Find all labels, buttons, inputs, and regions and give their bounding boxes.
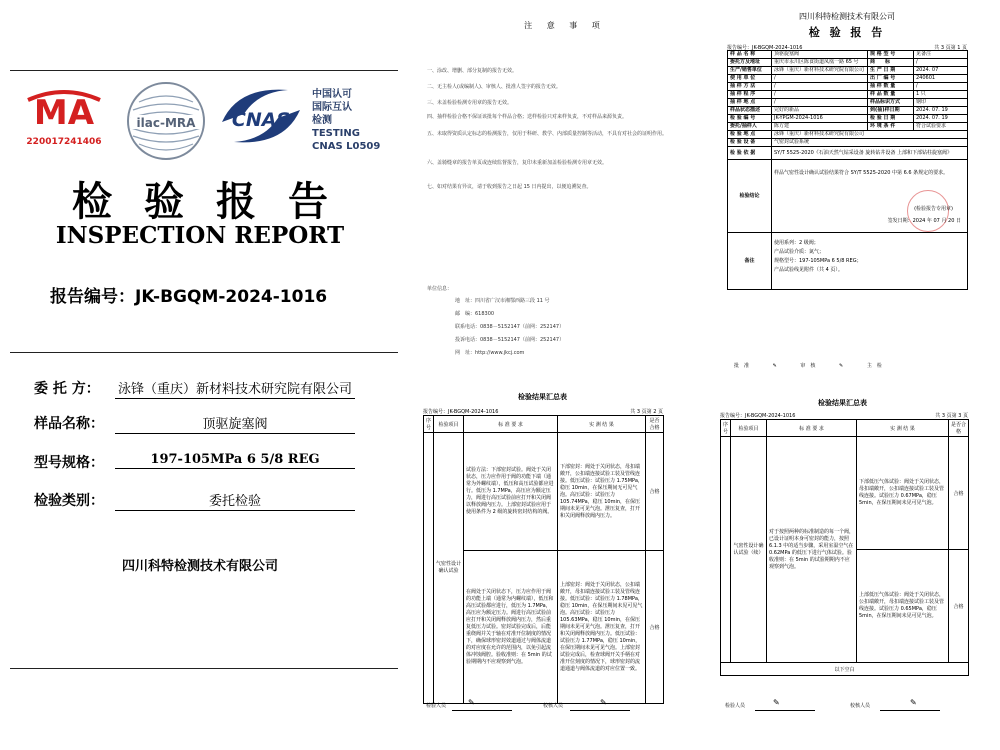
conclusion-row — [728, 160, 968, 233]
conclusion-cell — [772, 160, 968, 233]
signature-line — [570, 710, 630, 711]
cell-value: 240601 — [914, 75, 968, 83]
notice-item: 七、如对结果有异议，请于收到报告之日起 15 日内提出，以便追溯复查。 — [427, 184, 592, 190]
cell-value: 2024. 07 — [914, 67, 968, 75]
pass-flag: 合格 — [949, 437, 969, 550]
approval-signatures — [734, 362, 964, 369]
cell-value: 顶驱旋塞阀 — [772, 51, 868, 59]
table-row — [728, 107, 968, 115]
cnas-line: 检测 — [312, 115, 332, 126]
remark-line: 规格型号：197-105MPa 6 5/8 REG； — [774, 258, 862, 264]
remark-line: 产品试验线见附件（共 4 页）。 — [774, 267, 843, 273]
signature-mark: ✎ — [773, 698, 780, 707]
cell-value: 2024. 07. 19 — [914, 115, 968, 123]
test-item: 气密性设计确认试验（续） — [731, 437, 767, 663]
col-header: 检验项目 — [434, 416, 464, 433]
results-page-indicator: 共 3 页第 2 页 — [630, 409, 663, 415]
notice-item: 五、未取得资质认定标志的检测报告，仅用于科研、教学、内部质量控制等活动，不具有对社会的证明作用。 — [427, 131, 668, 137]
signature-line — [880, 710, 940, 711]
cell-label: 商 标 — [868, 59, 914, 67]
col-header: 序号 — [424, 416, 434, 433]
cnas-line: 国际互认 — [312, 102, 352, 113]
cma-mark: MA — [33, 93, 95, 133]
conclusion-text: 样品气密性设计确认试验结果符合 SY/T 5525-2020 中第 6.6 条规定的要求。 — [774, 170, 949, 176]
signature-mark: ✎ — [910, 698, 917, 707]
col-header: 实 测 结 果 — [558, 416, 646, 433]
cnas-logo — [218, 84, 304, 148]
cnas-line: 中国认可 — [312, 89, 352, 100]
cma-logo — [22, 88, 106, 148]
results-title: 检验结果汇总表 — [518, 393, 567, 401]
report-info-table — [727, 50, 968, 290]
cell-label: 生 产 日 期 — [868, 67, 914, 75]
ilac-mark: ilac-MRA — [136, 116, 196, 130]
field-label: 检验类别： — [34, 493, 104, 509]
issue-date: 签发日期：2024 年 07 月 20 日 — [887, 218, 961, 224]
cell-value: SY/T 5525-2020《石油天然气钻采设备 旋转钻井设备 上部和下部钻柱旋塞阀》 — [772, 147, 968, 160]
cell-label: 生产/销售单位 — [728, 67, 772, 75]
sign-inspector-label: 检验人员 — [426, 703, 447, 709]
report-first-page — [722, 0, 1000, 372]
cover-top-rule — [10, 70, 398, 71]
notice-item: 三、未盖检验检测专用章的报告无效。 — [427, 100, 513, 106]
cell-value: / — [772, 83, 868, 91]
cell-value: 泳锋（重庆）新材料技术研究院有限公司 — [772, 67, 868, 75]
sign-checker-label: 校核人员 — [543, 703, 564, 709]
table-row — [728, 99, 968, 107]
notice-item: 二、无主检人(或编制人)、审核人、批准人签字的报告无效。 — [427, 84, 561, 90]
remarks-cell — [772, 233, 968, 290]
row-index — [721, 437, 731, 663]
signature-mark: ✎ — [600, 698, 607, 707]
signature-mark: ✎ — [772, 363, 777, 369]
pass-flag: 合格 — [646, 551, 664, 704]
cover-title-cn: 检验报告 — [72, 178, 360, 225]
cell-value: 陈方建 — [772, 123, 868, 131]
pass-flag: 合格 — [646, 433, 664, 551]
field-value-model: 197-105MPa 6 5/8 REG — [115, 452, 355, 469]
table-row — [728, 123, 968, 131]
cell-label: 检 验 编 号 — [728, 115, 772, 123]
unit-phone: 联系电话：0838－5152147（前网：252147） — [455, 324, 565, 330]
unit-complaint-phone: 投诉电话：0838－5152147（前网：252147） — [455, 337, 565, 343]
table-row — [728, 147, 968, 160]
table-row — [728, 51, 968, 59]
cell-value: 见备注 — [914, 51, 968, 59]
col-header: 序号 — [721, 420, 731, 437]
cell-value: 1 只 — [914, 91, 968, 99]
cell-label: 检 验 日 期 — [868, 115, 914, 123]
result-text: 下部低压气体试验：阀处于关闭状态，母扣端敞开，公扣端连接试验工装及管线连接。试验压力 0.67MPa，稳压 5min，在保压期间未见可见气泡。 — [857, 437, 949, 550]
cover-page — [0, 0, 400, 750]
cell-value: 2024. 07. 19 — [914, 107, 968, 115]
stamp-label: (检验报告专用章) — [914, 206, 953, 212]
notice-page — [415, 0, 715, 370]
requirement-text: 在阀处于关闭状态下，压力应作用于阀的功能上端（通常为内螺纹端），低压和高压试验都应进行，低压为 1.7MPa，高压应为额定压力。阀进行高压试验前应打开和关闭阀释放阀内压力，然后重复低压力试验。密封试验完成后，后能重绕阀并关于轴在对准开位制度的情况下，确保球形密封效道通过与阀体流道的对应度在允许的范围内，以免引起流体冲蚀阀腔。验收准则：在 5min 的试验期期内不应观察到气泡。 — [464, 551, 558, 704]
notice-item: 一、涂改、增删、部分复制的报告无效。 — [427, 68, 518, 74]
cell-label: 检 验 地 点 — [728, 131, 772, 139]
sign-review: 审 核 — [800, 363, 816, 369]
result-text: 上部低压气体试验：阀处于关闭状态，公扣端敞开，母扣端连接试验工装及管线连接。试验压力 0.65MPa，稳压 5min，在保压期间未见可见气泡。 — [857, 550, 949, 663]
table-row — [728, 59, 968, 67]
pass-flag: 合格 — [949, 550, 969, 663]
results-table — [423, 415, 664, 704]
cell-label: 抽 样 数 量 — [868, 83, 914, 91]
results-title: 检验结果汇总表 — [818, 399, 867, 407]
cell-label: 使 用 单 位 — [728, 75, 772, 83]
cell-value: 泳锋（重庆）新材料技术研究院有限公司 — [772, 131, 968, 139]
cover-organization: 四川科特检测技术有限公司 — [121, 559, 278, 574]
table-row — [728, 83, 968, 91]
table-row — [728, 91, 968, 99]
signature-mark: ✎ — [468, 698, 475, 707]
table-row — [424, 433, 664, 551]
cell-label: 样 品 数 量 — [868, 91, 914, 99]
cell-label: 环 境 条 件 — [868, 123, 914, 131]
cma-code: 220017241406 — [26, 137, 102, 147]
sign-inspect: 主 检 — [866, 363, 882, 369]
result-text: 上部密封：阀处于关闭状态，公扣端敞开，母扣端连接试验工装及管线连接。低压试验：试验压力 1.78MPa，稳压 10min，在保压期间未见可见气泡。高压试验：试验压力 105.63MPa，稳压 10min，在保压期间未见可见气泡。泄压复查，打开和关闭阀释放阀内压力。低压试验：试验压力 1.77MPa，稳压 10min，在保压期间未见可见气泡。上部密封试验完成后，检查球阀开关手柄在对准开位刻度的情况下，球形密封的流道通道与阀体流道的对应位置一致。 — [558, 551, 646, 704]
cell-value: 完好的新品 — [772, 107, 868, 115]
cell-label: 样品状态描述 — [728, 107, 772, 115]
table-header-row — [424, 416, 664, 433]
remark-line: 产品试验介质：氮气； — [774, 249, 825, 255]
cell-label: 样 品 名 称 — [728, 51, 772, 59]
remark-line: 使用系列：2 级阀； — [774, 240, 819, 246]
page-indicator: 共 3 页第 1 页 — [934, 45, 967, 51]
cell-label: 检 验 依 据 — [728, 147, 772, 160]
cell-value: 钢印 — [914, 99, 968, 107]
cell-label: 抽 样 方 法 — [728, 83, 772, 91]
remarks-row — [728, 233, 968, 290]
table-row — [728, 75, 968, 83]
results-report-number: 报告编号：JK-BGQM-2024-1016 — [423, 409, 499, 415]
unit-postcode: 邮 编：618300 — [455, 311, 495, 317]
cell-label: 检 验 设 备 — [728, 139, 772, 147]
result-text: 下部密封：阀处于关闭状态，母扣端敞开，公扣端连接试验工装及管线连接。低压试验：试验压力 1.75MPa，稳压 10min，在保压期间无可见气泡。高压试验：试验压力 105.74MPa，稳压 10min，在保压期间未见可见气泡。泄压复查，打开和关闭阀释放阀内压力。 — [558, 433, 646, 551]
field-label: 样品名称： — [34, 416, 104, 432]
requirement-text: 对于按照两种的标准制造的每一个阀，已设计证明本身可密封的能力，按照 6.1.3 中的适当步骤，采用室温空气在 0.62MPa 的低压下进行气体试验。验收准则：在 5min 的试验期期内不应观察到气泡。 — [767, 437, 857, 663]
cell-value: / — [914, 59, 968, 67]
cell-label: 出 厂 编 号 — [868, 75, 914, 83]
signature-mark: ✎ — [839, 363, 844, 369]
cover-bottom-rule — [10, 668, 398, 669]
results-page-2 — [420, 392, 665, 722]
cell-label: 委托/抽样人 — [728, 123, 772, 131]
cell-value: JK-YPGM-2024-1016 — [772, 115, 868, 123]
cell-value: 重庆市永川区陈食街道凤凰一路 65 号 — [772, 59, 868, 67]
field-label: 型号规格： — [34, 455, 104, 471]
col-header: 检验项目 — [731, 420, 767, 437]
report-number: 报告编号：JK-BGQM-2024-1016 — [727, 45, 803, 51]
field-value-category: 委托检验 — [115, 490, 355, 511]
field-value-sample: 顶驱旋塞阀 — [115, 413, 355, 434]
notice-item: 四、抽样检验合格不保证该批每个样品合格；送样检验只对来样负责，不对样品来源负责。 — [427, 114, 628, 120]
report-title: 检 验 报 告 — [808, 26, 886, 39]
row-index — [424, 433, 434, 704]
table-row — [728, 131, 968, 139]
cell-label: 样品标识方式 — [868, 99, 914, 107]
table-header-row — [721, 420, 969, 437]
results-table — [720, 419, 969, 676]
col-header: 标 准 要 求 — [464, 416, 558, 433]
cover-title-en: INSPECTION REPORT — [55, 222, 345, 249]
notice-title: 注 意 事 项 — [524, 21, 606, 30]
results-page-indicator: 共 3 页第 3 页 — [935, 413, 968, 419]
field-label: 委 托 方： — [34, 381, 100, 397]
table-row — [728, 115, 968, 123]
notice-item: 六、盖骑缝章的报告单页或连续监督报告，复印未重新加盖检验检测专用章无效。 — [427, 160, 608, 166]
cell-value: 气密封试验系统 — [772, 139, 968, 147]
cnas-mark: CNAS — [231, 109, 291, 131]
sign-approve: 批 准 — [734, 363, 750, 369]
cnas-line: CNAS L0509 — [312, 141, 381, 152]
table-row — [721, 437, 969, 550]
cell-value: / — [772, 99, 868, 107]
signature-line — [452, 710, 512, 711]
table-row — [728, 139, 968, 147]
field-value-client: 泳锋（重庆）新材料技术研究院有限公司 — [115, 378, 355, 399]
cell-value: / — [772, 75, 868, 83]
ilac-logo — [123, 80, 209, 162]
col-header: 实 测 结 果 — [857, 420, 949, 437]
cell-label: 委托方及地址 — [728, 59, 772, 67]
table-row — [721, 663, 969, 676]
sign-checker-label: 校核人员 — [850, 703, 871, 709]
conclusion-label: 检验结论 — [728, 160, 772, 233]
remarks-label: 备注 — [728, 233, 772, 290]
cover-report-number: 报告编号：JK-BGQM-2024-1016 — [50, 287, 328, 307]
unit-website[interactable]: 网 址：http://www.jkcj.com — [455, 350, 525, 356]
cell-label: 抽 样 程 序 — [728, 91, 772, 99]
cell-label: 规 格 型 号 — [868, 51, 914, 59]
test-item: 气密性设计确认试验 — [434, 433, 464, 704]
results-report-number: 报告编号：JK-BGQM-2024-1016 — [720, 413, 796, 419]
cell-label: 抽 样 地 点 — [728, 99, 772, 107]
signature-line — [755, 710, 815, 711]
results-page-3 — [715, 392, 970, 722]
table-row — [728, 67, 968, 75]
report-organization: 四川科特检测技术有限公司 — [799, 12, 895, 21]
unit-address: 地 址：四川省广汉市湘鄂西路三段 11 号 — [455, 298, 550, 304]
col-header: 是否合格 — [646, 416, 664, 433]
cnas-accreditation-text — [312, 88, 380, 153]
blank-marker: 以下空白 — [721, 663, 969, 676]
cell-value: / — [914, 83, 968, 91]
cover-mid-rule — [10, 352, 398, 353]
cell-value: / — [772, 91, 868, 99]
requirement-text: 试验方法：下部密封试验。阀处于关闭状态，压力应作用于阀的功能下端（通常为外螺纹端），低压和高压试验都应进行。低压为 1.7MPa，高压应为额定压力，阀进行高压试验前应打开和关闭阀以释放阀内压力。上部密封试验应用于使用条件为 2 级的旋转密封结构的阀。 — [464, 433, 558, 551]
unit-info-label: 单位信息： — [427, 286, 453, 292]
cell-label: 到(抽)样日期 — [868, 107, 914, 115]
cnas-line: TESTING — [312, 128, 360, 139]
col-header: 是否合格 — [949, 420, 969, 437]
col-header: 标 准 要 求 — [767, 420, 857, 437]
sign-inspector-label: 检验人员 — [725, 703, 746, 709]
cell-value: 符合试验要求 — [914, 123, 968, 131]
